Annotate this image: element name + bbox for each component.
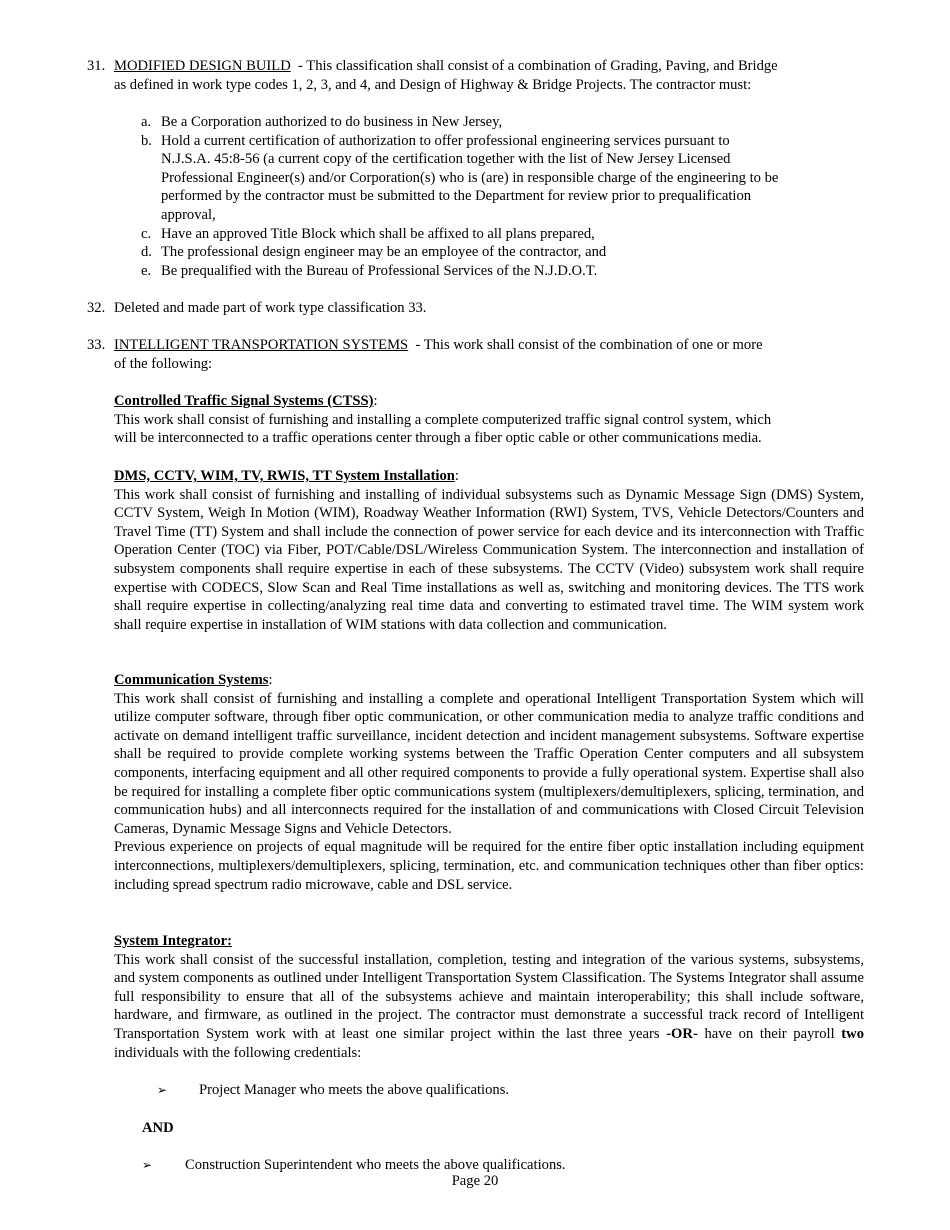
requirement-b-line: approval,	[161, 206, 216, 223]
ctss-section	[114, 392, 864, 448]
integrator-text: This work shall consist of the successful installation, completion, testing and integration of the various systems, subsystems, and system components as outlined under Intelligent Transportation System Classification. The Systems Integrator shall assume full responsibility to ensure that all of the subsystems achieve and maintain interoperability; this shall include software, hardware, and firmware, as outlined in the project. The contractor must demonstrate a successful track record of Intelligent Transportation System work with at least one similar project within the last three years	[114, 951, 864, 1042]
item-33-intro-line2: of the following:	[114, 355, 213, 372]
dms-colon: :	[454, 468, 459, 484]
requirement-d-letter: d.	[141, 244, 152, 261]
communication-paragraph-1: This work shall consist of furnishing and installing a complete and operational Intelligent Transportation System which will utilize computer software, through fiber optic communication, or other communication media to analyze traffic conditions and activate on demand intelligent traffic surveillance, incident detection and incident management subsystems. Software expertise shall be required to provide complete working systems between the Traffic Operation Center computers and all subsystem components, interfacing equipment and all other required components to provide a fully operational system. Expertise shall also be required for installing a complete fiber optic communications system (multiplexers/demultiplexers, splicing, termination, and communication hubs) and all interconnects required for the installation of and communications with Closed Circuit Television Cameras, Dynamic Message Signs and Vehicle Detectors.	[114, 690, 864, 837]
requirement-e-letter: e.	[141, 262, 152, 279]
integrator-text: individuals with the following credentials:	[114, 1044, 362, 1061]
requirement-b-line: performed by the contractor must be submitted to the Department for review prior to prequalification	[161, 188, 752, 205]
requirement-c-letter: c.	[141, 225, 152, 242]
ctss-colon: :	[373, 393, 378, 409]
item-32-number: 32.	[87, 300, 106, 316]
requirement-c	[141, 225, 831, 244]
requirement-b-line: Hold a current certification of authorization to offer professional engineering services pursuant to	[161, 132, 730, 149]
integrator-or-emphasis: -OR-	[666, 1025, 698, 1042]
item-33-number: 33.	[87, 337, 106, 353]
communication-colon: :	[268, 672, 273, 688]
requirement-e	[141, 262, 831, 281]
requirement-a-line: Be a Corporation authorized to do business in New Jersey,	[161, 114, 503, 130]
item-31-title: MODIFIED DESIGN BUILD	[114, 58, 291, 74]
requirement-b-letter: b.	[141, 132, 152, 149]
communication-heading: Communication Systems	[114, 672, 269, 688]
arrow-bullet-icon: ➢	[142, 1158, 153, 1172]
requirement-b-line: Professional Engineer(s) and/or Corporation(s) who is (are) in responsible charge of the engineering to be	[161, 169, 779, 186]
item-31-number: 31.	[87, 58, 106, 74]
integrator-two-emphasis: two	[841, 1025, 864, 1042]
and-connector: AND	[142, 1120, 174, 1136]
integrator-paragraph	[114, 951, 864, 1063]
item-33-body	[114, 336, 849, 373]
requirement-b-line: N.J.S.A. 45:8-56 (a current copy of the certification together with the list of New Jersey Licensed	[161, 151, 731, 168]
dms-section	[114, 467, 864, 634]
communication-paragraph-2: Previous experience on projects of equal magnitude will be required for the entire fiber optic installation including equipment interconnections, multiplexers/demultiplexers, splicing, termination, etc. and communication techniques other than fiber optics: including spread spectrum radio microwave, cable and DSL service.	[114, 839, 864, 893]
credential-1-text: Project Manager who meets the above qualifications.	[199, 1082, 510, 1098]
dms-paragraph: This work shall consist of furnishing and installing of individual subsystems such as Dynamic Message Sign (DMS) System, CCTV System, Weigh In Motion (WIM), Roadway Weather Information (RWI) System, TVS, Vehicle Detectors/Counters and Travel Time (TT) System and shall include the connection of power service for each device and its interconnection with Traffic Operation Center (TOC) via Fiber, POT/Cable/DSL/Wireless Communication System. The interconnection and installation of subsystem components shall require expertise in each of these subsystems. The CCTV (Video) subsystem work shall require expertise with CODECS, Slow Scan and Real Time installations as well as, switching and monitoring devices. The TTS work shall require expertise in collecting/analyzing real time data and converting to estimated travel time. The WIM system work shall require expertise in installation of WIM stations with data collection and communication.	[114, 486, 864, 633]
item-31-requirements-list	[141, 113, 831, 280]
ctss-line: This work shall consist of furnishing and installing a complete computerized traffic signal control system, which	[114, 411, 772, 428]
requirement-d	[141, 243, 831, 262]
requirement-c-line: Have an approved Title Block which shall be affixed to all plans prepared,	[161, 225, 595, 242]
item-31-intro-line1: - This classification shall consist of a combination of Grading, Paving, and Bridge	[290, 58, 778, 74]
requirement-e-line: Be prequalified with the Bureau of Professional Services of the N.J.D.O.T.	[161, 262, 598, 279]
page-number: Page 20	[451, 1173, 499, 1189]
item-31-body	[114, 57, 849, 94]
credential-2-text: Construction Superintendent who meets the above qualifications.	[185, 1157, 566, 1173]
communication-section	[114, 671, 864, 894]
arrow-bullet-icon: ➢	[157, 1083, 168, 1097]
item-33-intro-line1: - This work shall consist of the combination of one or more	[408, 337, 763, 353]
integrator-heading: System Integrator:	[114, 933, 232, 949]
requirement-b	[141, 132, 831, 225]
integrator-section	[114, 932, 864, 1062]
ctss-line: will be interconnected to a traffic operations center through a fiber optic cable or other communications media.	[114, 430, 762, 447]
requirement-a	[141, 113, 831, 132]
dms-heading: DMS, CCTV, WIM, TV, RWIS, TT System Installation	[114, 468, 455, 484]
item-33-title: INTELLIGENT TRANSPORTATION SYSTEMS	[114, 337, 409, 353]
item-32-text: Deleted and made part of work type classification 33.	[114, 300, 427, 316]
item-31-intro-line2: as defined in work type codes 1, 2, 3, and 4, and Design of Highway & Bridge Projects. The contractor must:	[114, 76, 752, 93]
requirement-a-letter: a.	[141, 114, 152, 130]
ctss-heading: Controlled Traffic Signal Systems (CTSS)	[114, 393, 374, 409]
requirement-d-line: The professional design engineer may be an employee of the contractor, and	[161, 244, 607, 261]
integrator-text: have on their payroll	[697, 1025, 842, 1042]
